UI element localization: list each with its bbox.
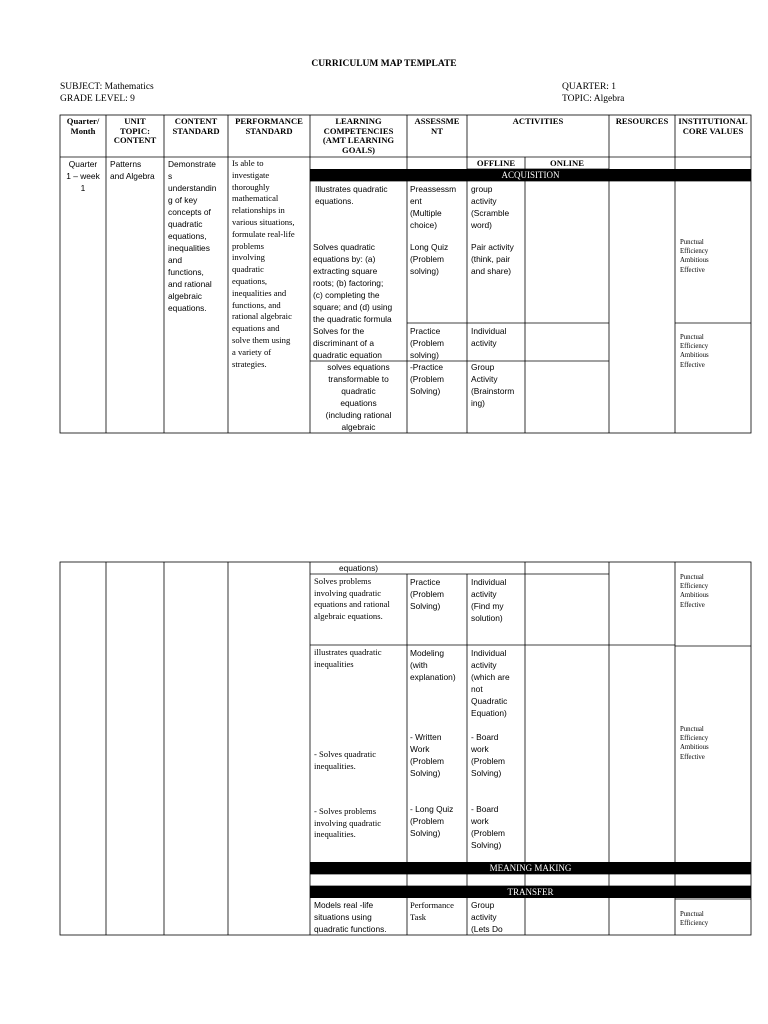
header-online: ONLINE [550, 158, 584, 168]
t2-core-values-1: Punctual Efficiency Ambitious Effective [680, 574, 709, 609]
quarter-label: QUARTER: 1 [562, 82, 617, 92]
t2-lc-row-2: illustrates quadratic inequalities [314, 647, 382, 669]
offline-row-1: group activity (Scramble word) [471, 184, 510, 230]
core-values-2: Punctual Efficiency Ambitious Effective [680, 334, 709, 369]
t2-lc-row-4: - Solves problems involving quadratic inequalities. [314, 806, 382, 840]
header-unit-topic: UNIT TOPIC: CONTENT [113, 116, 157, 145]
assessment-row-2: Long Quiz (Problem solving) [410, 242, 449, 276]
t2-lc-row-1: Solves problems involving quadratic equations and rational algebraic equations. [314, 576, 390, 621]
table2-lines [60, 562, 751, 935]
t2-offline-row-1: Individual activity (Find my solution) [471, 577, 507, 623]
content-standard-cell: Demonstrate s understandin g of key concepts of quadratic equations, inequalities and functions, and rational algebraic equations. [168, 159, 217, 313]
header-content-standard: CONTENT STANDARD [172, 116, 220, 136]
t2-offline-row-2: Individual activity (which are not Quadratic Equation) [471, 648, 510, 718]
grade-level-label: GRADE LEVEL: 9 [60, 94, 135, 104]
header-core-values: INSTITUTIONAL CORE VALUES [678, 116, 748, 136]
header-assessment: ASSESSME NT [414, 116, 460, 136]
header-performance-standard: PERFORMANCE STANDARD [235, 116, 303, 136]
header-resources: RESOURCES [615, 116, 669, 126]
header-offline: OFFLINE [476, 158, 516, 168]
t2-offline-row-4: - Board work (Problem Solving) [471, 804, 505, 850]
document-title: CURRICULUM MAP TEMPLATE [311, 59, 457, 69]
t2-core-values-3: Punctual Efficiency [680, 911, 709, 928]
performance-standard-cell: Is able to investigate thoroughly mathematical relationships in various situations, formulate real-life problems involving quadratic equations, inequalities and functions, and rational algebraic equations and solve them using a variety of strategies. [232, 158, 295, 369]
t2-assessment-row-1: Practice (Problem Solving) [410, 577, 444, 611]
t2-assessment-row-3: - Written Work (Problem Solving) [410, 732, 444, 778]
meaning-making-bar: MEANING MAKING [310, 862, 751, 874]
t2-offline-row-3: - Board work (Problem Solving) [471, 732, 505, 778]
topic-label: TOPIC: Algebra [562, 94, 625, 104]
t2-lc-transfer: Models real -life situations using quadratic functions. [314, 900, 387, 934]
assessment-row-3: Practice (Problem solving) [410, 326, 444, 360]
unit-topic-cell: Patterns and Algebra [110, 159, 155, 181]
offline-row-3: Individual activity [471, 326, 507, 348]
t2-lc-row-3: - Solves quadratic inequalities. [314, 749, 377, 771]
t2-offline-transfer: Group activity (Lets Do [471, 900, 503, 934]
lc-row-4: solves equations transformable to quadratic equations (including rational algebraic [325, 362, 392, 432]
t2-assessment-transfer: Performance Task [410, 900, 454, 922]
t2-assessment-row-4: - Long Quiz (Problem Solving) [410, 804, 454, 838]
offline-row-2: Pair activity (think, pair and share) [471, 242, 514, 276]
lc-row-1: Illustrates quadratic equations. [315, 184, 388, 206]
lc-row-2: Solves quadratic equations by: (a) extracting square roots; (b) factoring; (c) completing the square; and (d) using the quadratic formula [313, 242, 393, 324]
acquisition-bar: ACQUISITION [310, 169, 751, 181]
t2-assessment-row-2: Modeling (with explanation) [410, 648, 456, 682]
header-quarter-month: Quarter/ Month [66, 116, 100, 136]
core-values-1: Punctual Efficiency Ambitious Effective [680, 239, 709, 274]
offline-row-4: Group Activity (Brainstorm ing) [471, 362, 515, 408]
transfer-bar: TRANSFER [310, 886, 751, 898]
t2-core-values-2: Punctual Efficiency Ambitious Effective [680, 726, 709, 761]
lc-row-3: Solves for the discriminant of a quadratic equation [313, 326, 382, 360]
assessment-row-4: -Practice (Problem Solving) [410, 362, 444, 396]
lc-continued: equations) [338, 563, 379, 573]
quarter-cell: Quarter 1 – week 1 [66, 159, 100, 193]
header-learning-competencies: LEARNING COMPETENCIES (AMT LEARNING GOALS) [322, 116, 395, 155]
header-activities: ACTIVITIES [512, 116, 564, 126]
subject-label: SUBJECT: Mathematics [60, 82, 154, 92]
assessment-row-1: Preassessm ent (Multiple choice) [410, 184, 457, 230]
